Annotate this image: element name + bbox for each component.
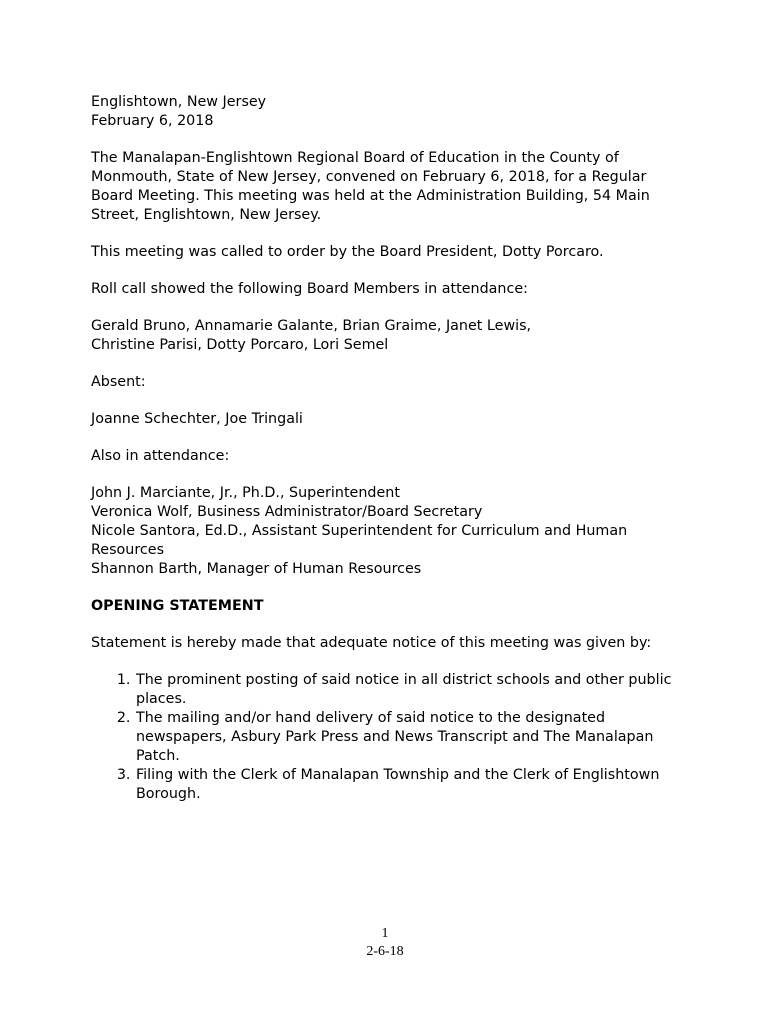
roll-call-members	[91, 317, 681, 355]
call-to-order-paragraph: This meeting was called to order by the Board President, Dotty Porcaro.	[91, 244, 604, 260]
roll-call-members-line: Christine Parisi, Dotty Porcaro, Lori Semel	[91, 337, 389, 353]
roll-call-label: Roll call showed the following Board Members in attendance:	[91, 281, 528, 297]
footer-page-date: 2-6-18	[366, 944, 404, 959]
absent-label: Absent:	[91, 374, 146, 390]
header-location: Englishtown, New Jersey	[91, 94, 267, 110]
notice-list-item: 1. The prominent posting of said notice in all district schools and other public places.	[135, 671, 681, 709]
notice-list-item: 3. Filing with the Clerk of Manalapan Township and the Clerk of Englishtown Borough.	[135, 766, 681, 804]
header-date: February 6, 2018	[91, 113, 214, 129]
opening-statement-text: Statement is hereby made that adequate notice of this meeting was given by:	[91, 635, 652, 651]
attendee-line: John J. Marciante, Jr., Ph.D., Superintendent	[91, 485, 400, 501]
notice-list	[91, 671, 681, 804]
absent-names: Joanne Schechter, Joe Tringali	[91, 411, 303, 427]
attendee-line: Nicole Santora, Ed.D., Assistant Superintendent for Curriculum and Human Resources	[91, 523, 628, 558]
footer-page-number: 1	[381, 926, 389, 941]
document-body	[91, 93, 681, 804]
opening-statement-heading: OPENING STATEMENT	[91, 598, 264, 614]
intro-paragraph: The Manalapan-Englishtown Regional Board of Education in the County of Monmouth, State of New Jersey, convened on February 6, 2018, for a Regular Board Meeting. This meeting was held at the Administration Building, 54 Main Street, Englishtown, New Jersey.	[91, 150, 650, 223]
also-attending-list	[91, 484, 681, 579]
also-attending-label: Also in attendance:	[91, 448, 230, 464]
notice-list-item: 2. The mailing and/or hand delivery of said notice to the designated newspapers, Asbury Park Press and News Transcript and The Manalapan Patch.	[135, 709, 681, 766]
roll-call-members-line: Gerald Bruno, Annamarie Galante, Brian Graime, Janet Lewis,	[91, 318, 532, 334]
header-block	[91, 93, 681, 131]
attendee-line: Veronica Wolf, Business Administrator/Board Secretary	[91, 504, 483, 520]
attendee-line: Shannon Barth, Manager of Human Resources	[91, 561, 422, 577]
